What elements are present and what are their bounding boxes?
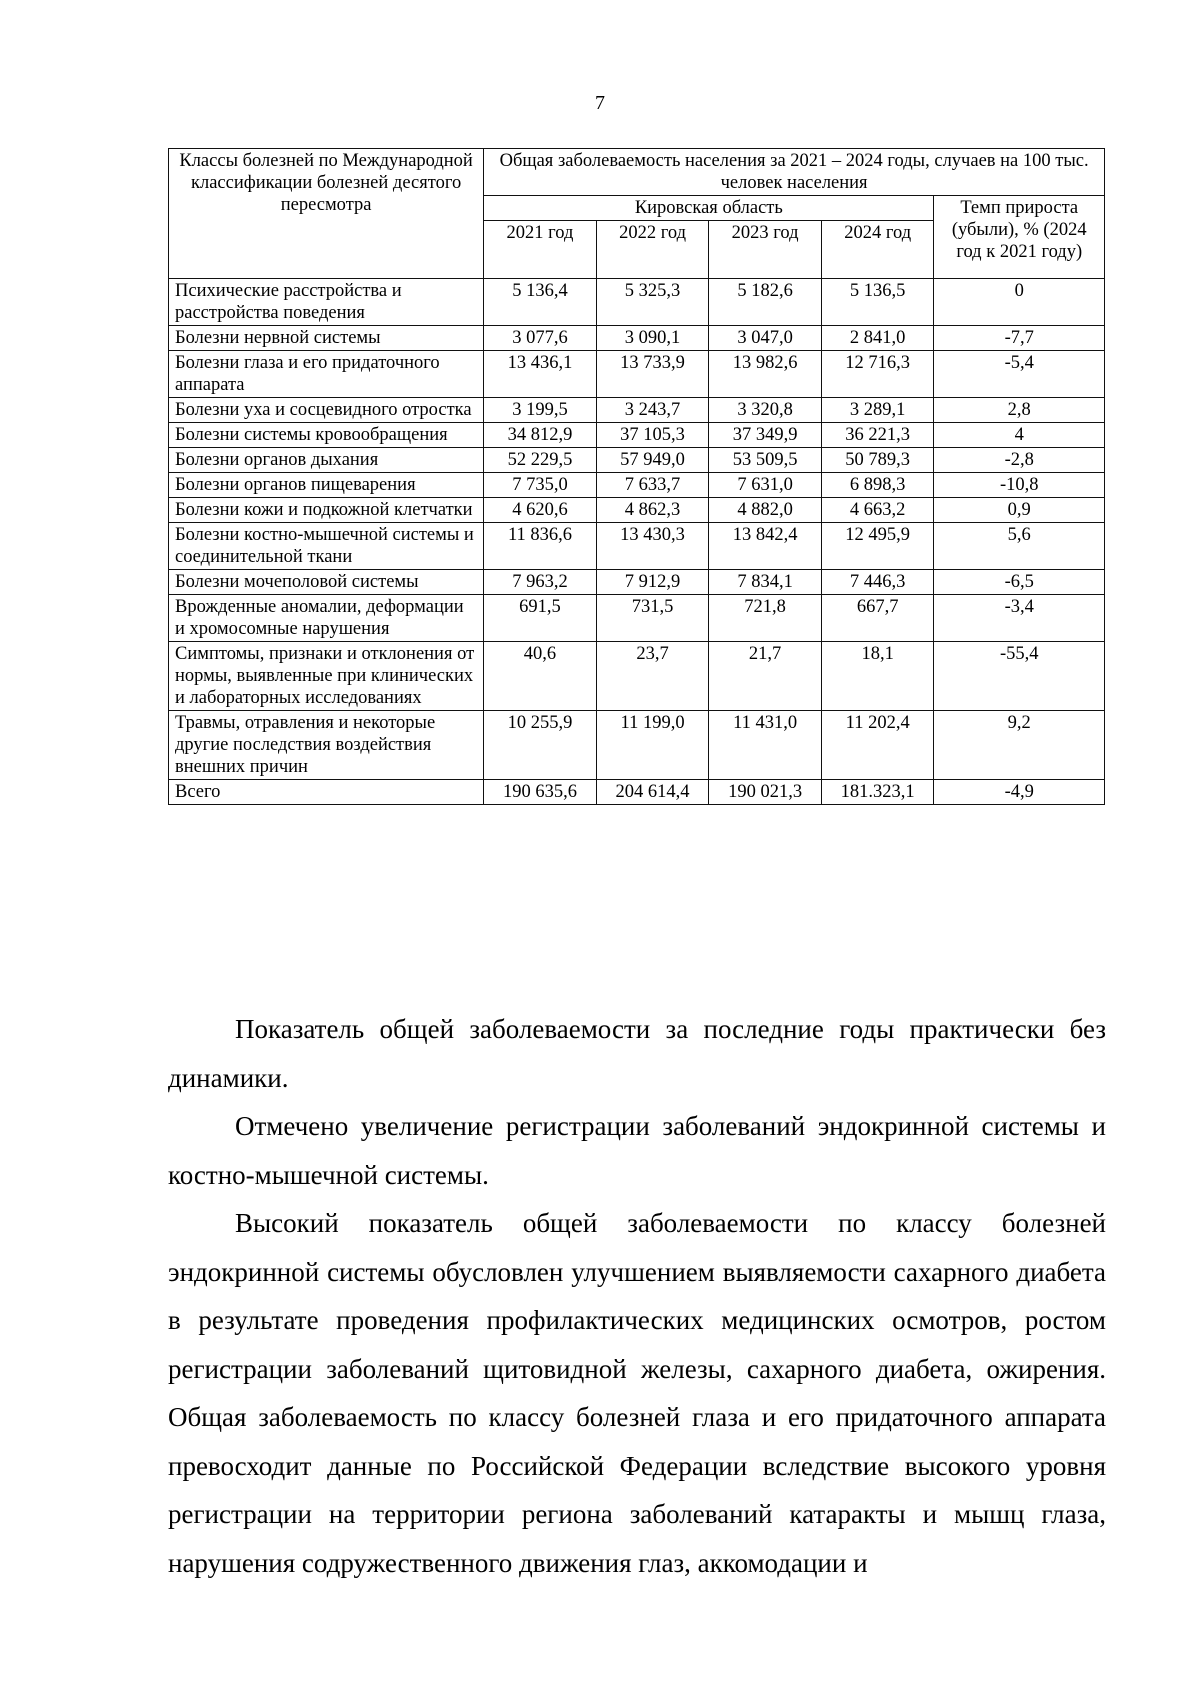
- page-number: 7: [595, 92, 605, 114]
- growth-cell: -5,4: [934, 351, 1105, 398]
- table-row: [169, 351, 1105, 398]
- value-cell-2023: 13 842,4: [709, 523, 822, 570]
- table-row: [169, 423, 1105, 448]
- header-year-2024: 2024 год: [821, 221, 934, 279]
- paragraph-2: Отмечено увеличение регистрации заболеваний эндокринной системы и костно-мышечной системы.: [168, 1111, 1106, 1190]
- value-cell-2024: 36 221,3: [821, 423, 934, 448]
- paragraph-1: Показатель общей заболеваемости за последние годы практически без динамики.: [168, 1014, 1106, 1093]
- value-cell-2022: 23,7: [596, 642, 709, 711]
- disease-class-cell: Болезни уха и сосцевидного отростка: [169, 398, 484, 423]
- value-cell-2024: 4 663,2: [821, 498, 934, 523]
- value-cell-2021: 13 436,1: [484, 351, 597, 398]
- growth-cell: -55,4: [934, 642, 1105, 711]
- table-row: [169, 595, 1105, 642]
- growth-cell: 0: [934, 279, 1105, 326]
- value-cell-2022: 4 862,3: [596, 498, 709, 523]
- growth-cell: -7,7: [934, 326, 1105, 351]
- value-cell-2021: 7 735,0: [484, 473, 597, 498]
- growth-cell: 9,2: [934, 711, 1105, 780]
- value-cell-2021: 5 136,4: [484, 279, 597, 326]
- value-cell-2024: 667,7: [821, 595, 934, 642]
- value-cell-2021: 190 635,6: [484, 780, 597, 805]
- growth-cell: 5,6: [934, 523, 1105, 570]
- paragraph-3: Высокий показатель общей заболеваемости по классу болезней эндокринной системы обусловлен улучшением выявляемости сахарного диабета в результате проведения профилактических медицинских осмотров, ростом регистрации заболеваний щитовидной железы, сахарного диабета, ожирения. Общая заболеваемость по классу болезней глаза и его придаточного аппарата превосходит данные по Российской Федерации вследствие высокого уровня регистрации на территории региона заболеваний катаракты и мышц глаза, нарушения содружественного движения глаз, аккомодации и: [168, 1208, 1106, 1578]
- value-cell-2024: 181.323,1: [821, 780, 934, 805]
- table-row: [169, 473, 1105, 498]
- table-body: [169, 279, 1105, 805]
- disease-class-cell: Болезни нервной системы: [169, 326, 484, 351]
- value-cell-2021: 34 812,9: [484, 423, 597, 448]
- value-cell-2021: 11 836,6: [484, 523, 597, 570]
- table-row: [169, 570, 1105, 595]
- table-row: [169, 398, 1105, 423]
- value-cell-2023: 3 047,0: [709, 326, 822, 351]
- table-row: [169, 523, 1105, 570]
- growth-cell: -4,9: [934, 780, 1105, 805]
- value-cell-2022: 731,5: [596, 595, 709, 642]
- value-cell-2023: 721,8: [709, 595, 822, 642]
- growth-cell: 2,8: [934, 398, 1105, 423]
- value-cell-2022: 13 430,3: [596, 523, 709, 570]
- value-cell-2024: 11 202,4: [821, 711, 934, 780]
- value-cell-2024: 2 841,0: [821, 326, 934, 351]
- value-cell-2024: 6 898,3: [821, 473, 934, 498]
- value-cell-2021: 7 963,2: [484, 570, 597, 595]
- value-cell-2023: 21,7: [709, 642, 822, 711]
- value-cell-2022: 37 105,3: [596, 423, 709, 448]
- value-cell-2024: 5 136,5: [821, 279, 934, 326]
- disease-class-cell: Болезни органов дыхания: [169, 448, 484, 473]
- growth-cell: -6,5: [934, 570, 1105, 595]
- disease-class-cell: Врожденные аномалии, деформации и хромосомные нарушения: [169, 595, 484, 642]
- value-cell-2022: 57 949,0: [596, 448, 709, 473]
- value-cell-2023: 190 021,3: [709, 780, 822, 805]
- disease-class-cell: Болезни костно-мышечной системы и соединительной ткани: [169, 523, 484, 570]
- value-cell-2024: 18,1: [821, 642, 934, 711]
- disease-class-cell: Болезни кожи и подкожной клетчатки: [169, 498, 484, 523]
- disease-class-cell: Травмы, отравления и некоторые другие последствия воздействия внешних причин: [169, 711, 484, 780]
- disease-class-cell: Всего: [169, 780, 484, 805]
- value-cell-2022: 3 090,1: [596, 326, 709, 351]
- header-year-2023: 2023 год: [709, 221, 822, 279]
- disease-class-cell: Болезни органов пищеварения: [169, 473, 484, 498]
- header-year-2021: 2021 год: [484, 221, 597, 279]
- value-cell-2023: 4 882,0: [709, 498, 822, 523]
- value-cell-2021: 3 077,6: [484, 326, 597, 351]
- disease-class-cell: Симптомы, признаки и отклонения от нормы, выявленные при клинических и лабораторных исследованиях: [169, 642, 484, 711]
- table-row: [169, 780, 1105, 805]
- value-cell-2024: 12 716,3: [821, 351, 934, 398]
- value-cell-2022: 5 325,3: [596, 279, 709, 326]
- disease-class-cell: Болезни системы кровообращения: [169, 423, 484, 448]
- growth-cell: -3,4: [934, 595, 1105, 642]
- value-cell-2021: 10 255,9: [484, 711, 597, 780]
- value-cell-2024: 50 789,3: [821, 448, 934, 473]
- value-cell-2021: 4 620,6: [484, 498, 597, 523]
- value-cell-2023: 11 431,0: [709, 711, 822, 780]
- value-cell-2022: 204 614,4: [596, 780, 709, 805]
- header-region: Кировская область: [484, 196, 934, 221]
- value-cell-2021: 40,6: [484, 642, 597, 711]
- table-row: [169, 326, 1105, 351]
- disease-class-cell: Болезни мочеполовой системы: [169, 570, 484, 595]
- value-cell-2022: 7 633,7: [596, 473, 709, 498]
- header-main: Общая заболеваемость населения за 2021 – 2024 годы, случаев на 100 тыс. человек населения: [484, 149, 1105, 196]
- value-cell-2022: 7 912,9: [596, 570, 709, 595]
- header-growth: Темп прироста (убыли), % (2024 год к 2021 году): [934, 196, 1105, 279]
- value-cell-2024: 7 446,3: [821, 570, 934, 595]
- value-cell-2024: 12 495,9: [821, 523, 934, 570]
- value-cell-2023: 7 834,1: [709, 570, 822, 595]
- value-cell-2023: 3 320,8: [709, 398, 822, 423]
- value-cell-2023: 5 182,6: [709, 279, 822, 326]
- table-row: [169, 711, 1105, 780]
- growth-cell: 0,9: [934, 498, 1105, 523]
- morbidity-table: [168, 148, 1105, 805]
- table-row: [169, 279, 1105, 326]
- table-row: [169, 642, 1105, 711]
- table-row: [169, 448, 1105, 473]
- body-text: [168, 1005, 1106, 1587]
- value-cell-2021: 52 229,5: [484, 448, 597, 473]
- value-cell-2023: 7 631,0: [709, 473, 822, 498]
- value-cell-2022: 13 733,9: [596, 351, 709, 398]
- value-cell-2021: 3 199,5: [484, 398, 597, 423]
- table-row: [169, 498, 1105, 523]
- growth-cell: -10,8: [934, 473, 1105, 498]
- disease-class-cell: Психические расстройства и расстройства поведения: [169, 279, 484, 326]
- header-class-column: Классы болезней по Международной классификации болезней десятого пересмотра: [169, 149, 484, 279]
- value-cell-2023: 53 509,5: [709, 448, 822, 473]
- header-year-2022: 2022 год: [596, 221, 709, 279]
- value-cell-2024: 3 289,1: [821, 398, 934, 423]
- value-cell-2021: 691,5: [484, 595, 597, 642]
- value-cell-2023: 37 349,9: [709, 423, 822, 448]
- disease-class-cell: Болезни глаза и его придаточного аппарата: [169, 351, 484, 398]
- growth-cell: -2,8: [934, 448, 1105, 473]
- value-cell-2023: 13 982,6: [709, 351, 822, 398]
- value-cell-2022: 11 199,0: [596, 711, 709, 780]
- value-cell-2022: 3 243,7: [596, 398, 709, 423]
- growth-cell: 4: [934, 423, 1105, 448]
